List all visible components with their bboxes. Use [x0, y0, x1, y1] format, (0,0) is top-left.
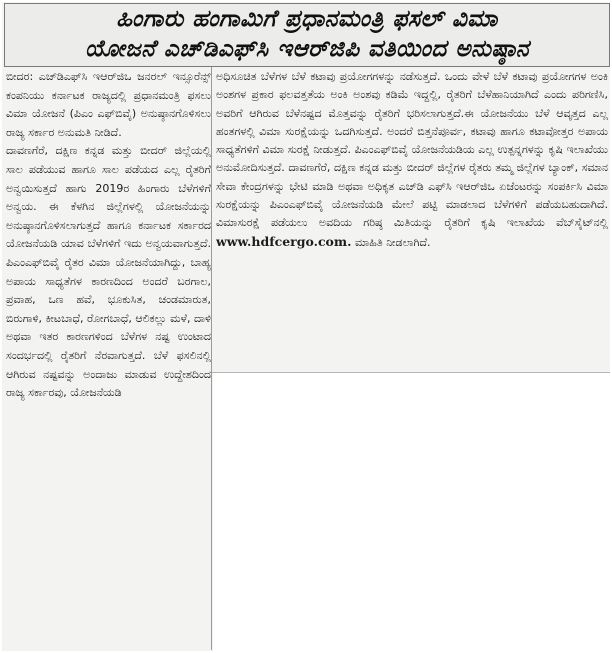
right-paragraph-tail: ಮಾಹಿತಿ ನೀಡಲಾಗಿದೆ.: [351, 235, 431, 249]
website-url: www.hdfcergo.com.: [216, 233, 352, 249]
left-column: [6, 68, 211, 650]
right-column: [216, 68, 608, 370]
left-paragraph-2: ದಾವಣಗೆರೆ, ದಕ್ಷಿಣ ಕನ್ನಡ ಮತ್ತು ಬೀದರ್ ಜಿಲ್ಲೆಯಲ್ಲಿ ಸಾಲ ಪಡೆಯುವ ಹಾಗೂ ಸಾಲ ಪಡೆಯದ ಎಲ್ಲ ರೈತರಿಗೆ ಅನ್ವಯಿಸುತ್ತದೆ ಹಾಗು 2019ರ ಹಿಂಗಾರು ಬೆಳೆಗಳಿಗೆ ಅನ್ವಯ. ಈ ಕೆಳಗಿನ ಜಿಲ್ಲೆಗಳಲ್ಲಿ ಯೋಜನೆಯನ್ನು ಅನುಷ್ಠಾನಗೊಳಿಸಲಾಗುತ್ತದೆ ಹಾಗೂ ಕರ್ನಾಟಕ ಸರ್ಕಾರದ ಯೋಜನೆಯಡಿ ಯಾವ ಬೆಳೆಗಳಿಗೆ ಇದು ಅನ್ವಯವಾಗುತ್ತದೆ. ಪಿಎಂಎಫ್‌ಬಿವೈ ರೈತರ ವಿಮಾ ಯೋಜನೆಯಾಗಿದ್ದು, ಬಾಹ್ಯ ಅಪಾಯ ಸಾಧ್ಯತೆಗಳ ಕಾರಣದಿಂದ ಅಂದರೆ ಬರಗಾಲ, ಪ್ರವಾಹ, ಒಣ ಹವೆ, ಭೂಕುಸಿತ, ಚಂಡಮಾರುತ, ಬಿರುಗಾಳಿ, ಕೀಟಬಾಧೆ, ರೋಗಬಾಧೆ, ಆಲಿಕಲ್ಲು ಮಳೆ, ದಾಳಿ ಅಥವಾ ಇತರ ಕಾರಣಗಳಿಂದ ಬೆಳೆಗಳ ನಷ್ಟ ಉಂಟಾದ ಸಂದರ್ಭದಲ್ಲಿ ರೈತರಿಗೆ ನೆರವಾಗುತ್ತದೆ. ಬೆಳೆ ಫಸಲಿನಲ್ಲಿ ಆಗಿರುವ ನಷ್ಟವನ್ನು ಅಂದಾಜು ಮಾಡುವ ಉದ್ದೇಶದಿಂದ ರಾಜ್ಯ ಸರ್ಕಾರವು, ಯೋಜನೆಯಡಿ: [6, 144, 211, 400]
blank-area: [213, 373, 610, 651]
right-paragraph-text: ಅಧಿಸೂಚಿತ ಬೆಳೆಗಳ ಬೆಳೆ ಕಟಾವು ಪ್ರಯೋಗಗಳನ್ನು ನಡೆಸುತ್ತದೆ. ಒಂದು ವೇಳೆ ಬೆಳೆ ಕಟಾವು ಪ್ರಯೋಗಗಳ ಅಂಕಿ ಅಂಶಗಳ ಪ್ರಕಾರ ಫಲವತ್ತತೆಯ ಅಂಕಿ ಅಂಶವು ಕಡಿಮೆ ಇದ್ದಲ್ಲಿ, ರೈತರಿಗೆ ಬೆಳೆಹಾನಿಯಾಗಿದೆ ಎಂದು ಪರಿಗಣಿಸಿ, ಅವರಿಗೆ ಆಗಿರುವ ಬೆಳೆನಷ್ಟದ ಮೊತ್ತವನ್ನು ರೈತರಿಗೆ ಭರಿಸಲಾಗುತ್ತದೆ.ಈ ಯೋಜನೆಯು ಬೆಳೆ ಆವೃತ್ತದ ಎಲ್ಲ ಹಂತಗಳಲ್ಲಿ ವಿಮಾ ಸುರಕ್ಷೆಯನ್ನು ಒದಗಿಸುತ್ತದೆ. ಅಂದರೆ ಬಿತ್ತನೆಪೂರ್ವ, ಕಟಾವು ಹಾಗೂ ಕಟಾವೋತ್ತರ ಅಪಾಯ ಸಾಧ್ಯತೆಗಳಿಗೆ ವಿಮಾ ಸುರಕ್ಷೆ ನೀಡುತ್ತದೆ. ಪಿಎಂಎಫ್‌ಬಿವೈ ಯೋಜನೆಯಡಿಯ ಎಲ್ಲ ಉತ್ಪನ್ನಗಳನ್ನು ಕೃಷಿ ಇಲಾಖೆಯು ಅನುಮೋದಿಸುತ್ತದೆ. ದಾವಣಗೆರೆ, ದಕ್ಷಿಣ ಕನ್ನಡ ಮತ್ತು ಬೀದರ್ ಜಿಲ್ಲೆಗಳ ರೈತರು ತಮ್ಮ ಜಿಲ್ಲೆಗಳ ಬ್ಯಾಂಕ್, ಸಮಾನ ಸೇವಾ ಕೇಂದ್ರಗಳನ್ನು ಭೇಟಿ ಮಾಡಿ ಅಥವಾ ಅಧಿಕೃತ ಎಚ್‌ಡಿ ಎಫ್‌ಸಿ ಇಆರ್‌ಜಿಒ ಏಜೆಂಟರನ್ನು ಸಂಪರ್ಕಿಸಿ ವಿಮಾ ಸುರಕ್ಷೆಯನ್ನು ಪಿಎಂಎಫ್‌ಬಿವೈ ಯೋಜನೆಯಡಿ ಮೇಲೆ ಪಟ್ಟಿ ಮಾಡಲಾದ ಬೆಳೆಗಳಿಗೆ ಪಡೆಯಬಹುದಾಗಿದೆ. ವಿಮಾಸುರಕ್ಷೆ ಪಡೆಯಲು ಅವದಿಯ ಗರಿಷ್ಠ ಮಿತಿಯನ್ನು ರೈತರಿಗೆ ಕೃಷಿ ಇಲಾಖೆಯ ವೆಬ್‌ಸೈಟ್‌ನಲ್ಲಿ: [216, 70, 608, 230]
left-paragraph-1: ಬೀದರ: ಎಚ್‌ಡಿಎಫ್‌ಸಿ ಇಆರ್‌ಜಿಒ ಜನರಲ್ ಇನ್ಸೂರೆನ್ಸ್ ಕಂಪನಿಯು ಕರ್ನಾಟಕ ರಾಜ್ಯದಲ್ಲಿ ಪ್ರಧಾನಮಂತ್ರಿ ಫಸಲು ವಿಮಾ ಯೋಜನೆ (ಪಿಎಂ ಎಫ್‌ಬಿವೈ) ಅನುಷ್ಠಾನಗೊಳಿಸಲು ರಾಜ್ಯ ಸರ್ಕಾರ ಅನುಮತಿ ನೀಡಿದೆ.: [6, 70, 211, 139]
headline-line-1: ಹಿಂಗಾರು ಹಂಗಾಮಿಗೆ ಪ್ರಧಾನಮಂತ್ರಿ ಫಸಲ್ ವಿಮಾ: [116, 6, 498, 32]
headline-box: [4, 3, 610, 67]
column-divider: [211, 67, 212, 650]
headline-line-2: ಯೋಜನೆ ಎಚ್‌ಡಿಎಫ್‌ಸಿ ಇಆರ್‌ಜಿಪಿ ವತಿಯಿಂದ ಅನುಷ್ಠಾನ: [84, 36, 529, 62]
right-paragraph: [216, 68, 608, 252]
